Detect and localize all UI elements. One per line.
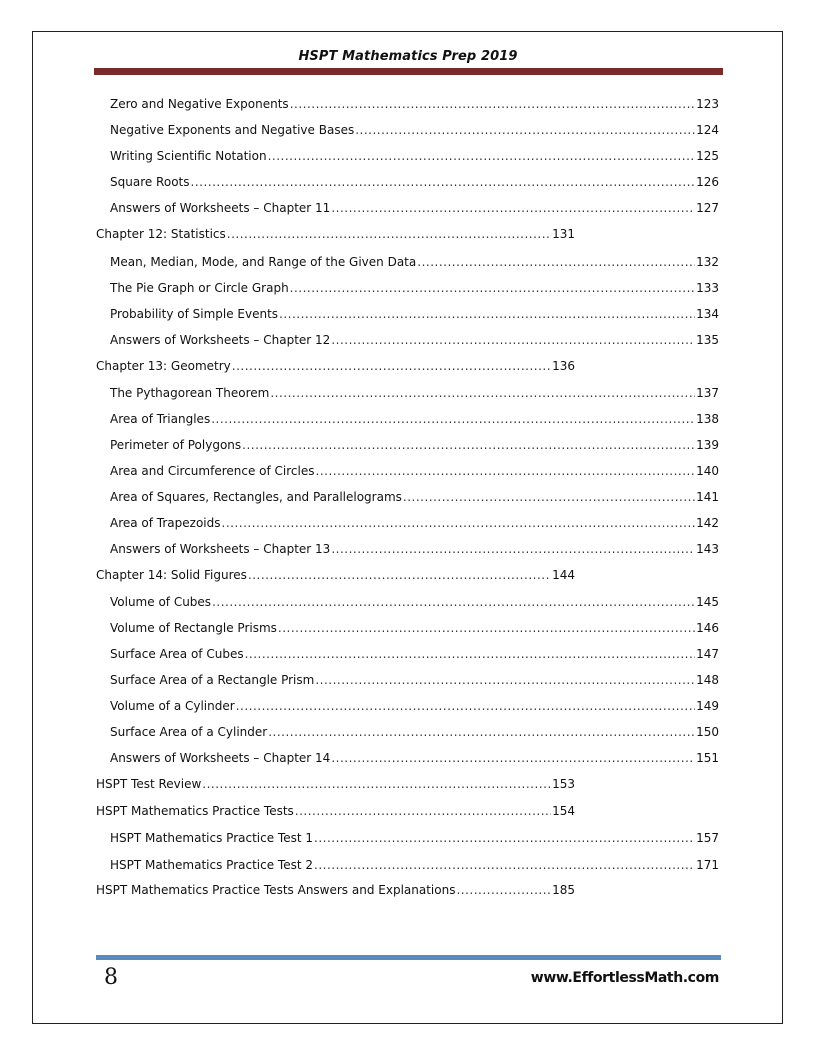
toc-entry-page: 125 <box>696 149 719 163</box>
toc-entry-page: 154 <box>552 804 575 818</box>
toc-leader <box>456 883 551 897</box>
toc-entry-title: Area and Circumference of Circles <box>110 464 315 478</box>
toc-leader <box>268 725 695 739</box>
toc-leader <box>270 386 695 400</box>
toc-entry-page: 132 <box>696 255 719 269</box>
toc-leader <box>212 595 695 609</box>
footer-rule <box>96 955 721 960</box>
toc-leader <box>315 673 695 687</box>
toc-entry-page: 143 <box>696 542 719 556</box>
toc-leader <box>417 255 695 269</box>
toc-entry-page: 153 <box>552 777 575 791</box>
toc-leader <box>227 227 551 241</box>
toc-entry-page: 134 <box>696 307 719 321</box>
toc-entry-title: Chapter 12: Statistics <box>96 227 226 241</box>
toc-entry[interactable] <box>110 542 719 556</box>
toc-entry[interactable] <box>110 595 719 609</box>
toc-entry-page: 138 <box>696 412 719 426</box>
toc-entry-title: HSPT Mathematics Practice Test 2 <box>110 858 313 872</box>
header-title: HSPT Mathematics Prep 2019 <box>298 49 518 64</box>
toc-entry[interactable] <box>110 699 719 713</box>
toc-leader <box>331 542 695 556</box>
toc-entry-page: 126 <box>696 175 719 189</box>
toc-entry[interactable] <box>110 858 719 872</box>
toc-entry[interactable] <box>110 149 719 163</box>
toc-entry-page: 141 <box>696 490 719 504</box>
toc-entry-title: Area of Squares, Rectangles, and Parallelograms <box>110 490 402 504</box>
toc-chapter-entry[interactable] <box>96 227 575 241</box>
toc-entry-page: 150 <box>696 725 719 739</box>
website-link[interactable]: www.EffortlessMath.com <box>530 970 719 986</box>
header-rule <box>94 68 723 75</box>
toc-chapter-entry[interactable] <box>96 359 575 373</box>
toc-leader <box>245 647 696 661</box>
toc-entry-title: HSPT Mathematics Practice Tests <box>96 804 294 818</box>
toc-entry[interactable] <box>110 281 719 295</box>
toc-leader <box>331 333 695 347</box>
toc-entry-page: 123 <box>696 97 719 111</box>
toc-entry-title: Area of Triangles <box>110 412 211 426</box>
toc-entry-page: 135 <box>696 333 719 347</box>
toc-leader <box>268 149 696 163</box>
toc-leader <box>295 804 551 818</box>
toc-leader <box>211 412 695 426</box>
toc-entry-title: Probability of Simple Events <box>110 307 279 321</box>
toc-chapter-entry[interactable] <box>96 883 575 897</box>
toc-chapter-entry[interactable] <box>96 804 575 818</box>
toc-entry-title: Area of Trapezoids <box>110 516 221 530</box>
toc-entry-page: 131 <box>552 227 575 241</box>
toc-leader <box>236 699 695 713</box>
toc-entry-title: Perimeter of Polygons <box>110 438 242 452</box>
toc-entry-title: Volume of Rectangle Prisms <box>110 621 277 635</box>
toc-entry-title: Chapter 13: Geometry <box>96 359 231 373</box>
toc-entry-title: Answers of Worksheets – Chapter 11 <box>110 201 331 215</box>
toc-entry[interactable] <box>110 307 719 321</box>
toc-entry-title: Surface Area of Cubes <box>110 647 244 661</box>
toc-entry-title: The Pie Graph or Circle Graph <box>110 281 289 295</box>
toc-entry-page: 140 <box>696 464 719 478</box>
toc-leader <box>355 123 695 137</box>
toc-entry[interactable] <box>110 647 719 661</box>
toc-leader <box>331 751 695 765</box>
toc-entry-title: The Pythagorean Theorem <box>110 386 270 400</box>
toc-entry[interactable] <box>110 673 719 687</box>
toc-entry-page: 185 <box>552 883 575 897</box>
toc-leader <box>331 201 695 215</box>
toc-entry-page: 147 <box>696 647 719 661</box>
toc-leader <box>202 777 551 791</box>
toc-leader <box>290 97 695 111</box>
toc-entry[interactable] <box>110 201 719 215</box>
toc-entry[interactable] <box>110 333 719 347</box>
toc-entry-title: Answers of Worksheets – Chapter 12 <box>110 333 331 347</box>
toc-entry[interactable] <box>110 621 719 635</box>
toc-leader <box>191 175 696 189</box>
toc-entry[interactable] <box>110 438 719 452</box>
toc-entry[interactable] <box>110 175 719 189</box>
toc-entry-page: 136 <box>552 359 575 373</box>
toc-leader <box>278 621 695 635</box>
toc-entry-title: Writing Scientific Notation <box>110 149 267 163</box>
toc-leader <box>232 359 551 373</box>
toc-chapter-entry[interactable] <box>96 568 575 582</box>
toc-entry[interactable] <box>110 516 719 530</box>
toc-leader <box>222 516 696 530</box>
toc-entry-page: 149 <box>696 699 719 713</box>
toc-entry-title: Square Roots <box>110 175 190 189</box>
toc-leader <box>316 464 696 478</box>
toc-leader <box>279 307 695 321</box>
toc-entry[interactable] <box>110 97 719 111</box>
toc-entry[interactable] <box>110 464 719 478</box>
toc-entry-title: Zero and Negative Exponents <box>110 97 289 111</box>
toc-entry-page: 142 <box>696 516 719 530</box>
toc-entry[interactable] <box>110 490 719 504</box>
toc-entry[interactable] <box>110 123 719 137</box>
toc-entry-page: 144 <box>552 568 575 582</box>
toc-entry[interactable] <box>110 386 719 400</box>
toc-leader <box>314 831 695 845</box>
toc-entry[interactable] <box>110 255 719 269</box>
toc-entry-page: 133 <box>696 281 719 295</box>
toc-leader <box>314 858 695 872</box>
toc-entry-page: 139 <box>696 438 719 452</box>
toc-entry-title: Negative Exponents and Negative Bases <box>110 123 355 137</box>
toc-entry-title: Volume of Cubes <box>110 595 212 609</box>
toc-entry-page: 171 <box>696 858 719 872</box>
toc-entry[interactable] <box>110 412 719 426</box>
toc-entry-page: 151 <box>696 751 719 765</box>
toc-entry-title: HSPT Mathematics Practice Tests Answers and Explanations <box>96 883 456 897</box>
toc-leader <box>403 490 695 504</box>
toc-entry-page: 137 <box>696 386 719 400</box>
toc-leader <box>248 568 551 582</box>
toc-entry-title: HSPT Test Review <box>96 777 202 791</box>
toc-entry[interactable] <box>110 831 719 845</box>
toc-entry[interactable] <box>110 751 719 765</box>
toc-entry-page: 127 <box>696 201 719 215</box>
toc-entry-page: 124 <box>696 123 719 137</box>
toc-leader <box>242 438 695 452</box>
toc-entry-page: 146 <box>696 621 719 635</box>
toc-entry-page: 148 <box>696 673 719 687</box>
toc-entry-page: 157 <box>696 831 719 845</box>
toc-chapter-entry[interactable] <box>96 777 575 791</box>
toc-entry-title: Answers of Worksheets – Chapter 14 <box>110 751 331 765</box>
toc-entry-title: Mean, Median, Mode, and Range of the Given Data <box>110 255 417 269</box>
toc-entry-title: Answers of Worksheets – Chapter 13 <box>110 542 331 556</box>
toc-entry-title: Surface Area of a Cylinder <box>110 725 268 739</box>
page-number: 8 <box>104 965 118 990</box>
toc-entry-title: Chapter 14: Solid Figures <box>96 568 247 582</box>
toc-entry[interactable] <box>110 725 719 739</box>
toc-entry-title: Volume of a Cylinder <box>110 699 235 713</box>
toc-entry-page: 145 <box>696 595 719 609</box>
toc-entry-title: Surface Area of a Rectangle Prism <box>110 673 315 687</box>
toc-leader <box>290 281 695 295</box>
toc-entry-title: HSPT Mathematics Practice Test 1 <box>110 831 313 845</box>
